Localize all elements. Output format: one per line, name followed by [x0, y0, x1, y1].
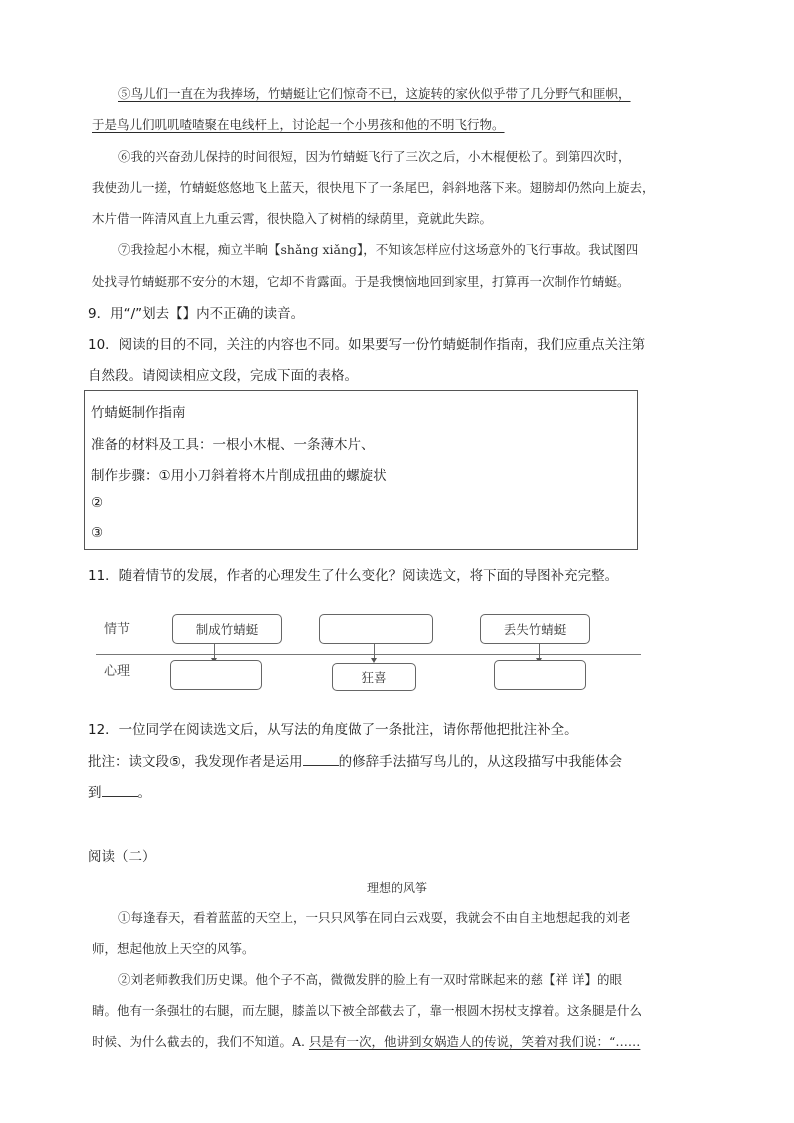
passage2-p2-line2: 睛。他有一条强壮的右腿，而左腿，膝盖以下被全部截去了，靠一根圆木拐杖支撑着。这条腿是什么	[92, 1003, 643, 1018]
row-label-mind: 心理	[104, 664, 131, 679]
guide-step-2: ②	[91, 495, 104, 511]
guide-title: 竹蜻蜓制作指南	[91, 405, 186, 421]
passage1-p6-line3: 木片借一阵清风直上九重云霄，很快隐入了树梢的绿荫里，竟就此失踪。	[92, 211, 493, 226]
arrow-1	[214, 644, 215, 658]
plot-node-1: 制成竹蜻蜓	[172, 614, 282, 644]
passage2-p2-line3-start: 时候、为什么截去的，我们不知道。A.	[92, 1034, 309, 1049]
passage1-p5-line2: 于是鸟儿们叽叽喳喳聚在电线杆上，讨论起一个小男孩和他的不明飞行物。	[92, 117, 505, 132]
plot-node-2[interactable]	[319, 614, 433, 644]
feeling-blank[interactable]	[102, 784, 138, 797]
annotation-middle: 的修辞手法描写鸟儿的，从这段描写中我能体会	[338, 754, 623, 770]
passage2-p1-line1: ①每逢春天，看着蓝蓝的天空上，一只只风筝在同白云戏耍，我就会不由自主地想起我的刘老	[118, 910, 631, 925]
mind-node-1[interactable]	[170, 660, 262, 690]
passage2-title: 理想的风筝	[366, 881, 427, 895]
mind-node-3[interactable]	[494, 660, 586, 690]
question-12-line1: 12．一位同学在阅读选文后，从写法的角度做了一条批注，请你帮他把批注补全。	[88, 722, 578, 738]
annotation-prefix: 批注：读文段⑤，我发现作者是运用	[88, 754, 303, 770]
passage1-p7-line2: 处找寻竹蜻蜓那不安分的木翅，它却不肯露面。于是我懊恼地回到家里，打算再一次制作竹蜻蜓。	[92, 274, 630, 289]
question-10-line2: 自然段。请阅读相应文段，完成下面的表格。	[88, 368, 358, 384]
passage2-underlined-sentence-a: 只是有一次，他讲到女娲造人的传说，笑着对我们说：“……	[308, 1034, 641, 1049]
question-12-line2	[88, 750, 622, 770]
passage1-p7-line1: ⑦我捡起小木棍，痴立半晌【shǎng xiǎng】，不知该怎样应付这场意外的飞行事故。我试图四	[118, 242, 639, 257]
plot-mind-diagram	[96, 608, 641, 698]
guide-step-3: ③	[91, 525, 104, 541]
passage1-p5-line1: ⑤鸟儿们一直在为我捧场，竹蜻蜓让它们惊奇不已，这旋转的家伙似乎带了几分野气和匪帜，	[118, 86, 631, 101]
question-10-line1: 10．阅读的目的不同，关注的内容也不同。如果要写一份竹蜻蜓制作指南，我们应重点关注第	[88, 337, 646, 353]
section-2-heading: 阅读（二）	[88, 849, 156, 865]
passage2-p2-line3	[92, 1032, 640, 1050]
question-12-line3	[88, 781, 151, 801]
passage2-p1-line2: 师，想起他放上天空的风筝。	[92, 941, 255, 956]
guide-table	[84, 390, 638, 550]
rhetoric-blank[interactable]	[303, 753, 339, 766]
question-11: 11．随着情节的发展，作者的心理发生了什么变化？阅读选文，将下面的导图补充完整。	[88, 568, 619, 584]
annotation-to: 到	[88, 785, 102, 801]
question-9: 9．用“/”划去【】内不正确的读音。	[88, 306, 305, 322]
mind-node-2: 狂喜	[332, 663, 416, 691]
plot-node-3: 丢失竹蜻蜓	[480, 614, 590, 644]
arrow-3	[539, 644, 540, 658]
passage2-p2-line1: ②刘老师教我们历史课。他个子不高，微微发胖的脸上有一双时常眯起来的慈【祥 详】的眼	[118, 972, 622, 987]
passage1-p6-line2: 我使劲儿一搓，竹蜻蜓悠悠地飞上蓝天，很快甩下了一条尾巴，斜斜地落下来。翅膀却仍然向上旋去，	[92, 180, 655, 195]
timeline-axis	[96, 654, 641, 655]
passage1-p6-line1: ⑥我的兴奋劲儿保持的时间很短，因为竹蜻蜓飞行了三次之后，小木棍便松了。到第四次时，	[118, 149, 631, 164]
guide-steps: 制作步骤：①用小刀斜着将木片削成扭曲的螺旋状	[91, 468, 387, 484]
guide-materials: 准备的材料及工具：一根小木棍、一条薄木片、	[91, 437, 375, 453]
arrow-2	[374, 644, 375, 658]
annotation-end: 。	[137, 785, 151, 801]
row-label-plot: 情节	[104, 622, 131, 637]
